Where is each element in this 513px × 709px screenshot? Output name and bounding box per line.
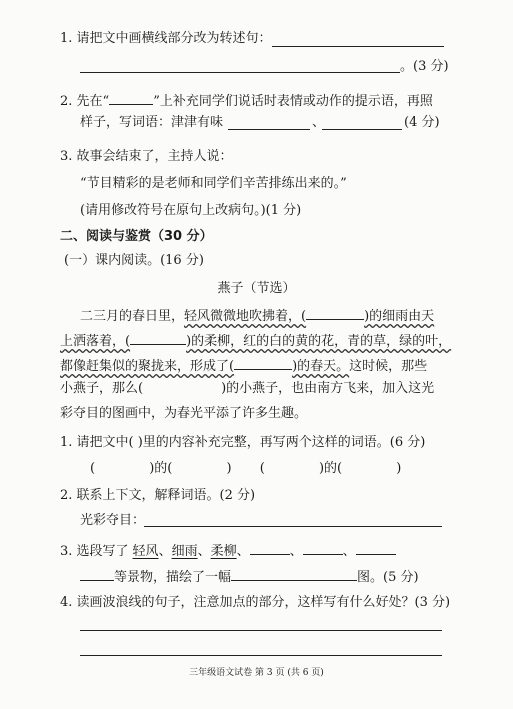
q3-word-3: 柔柳 xyxy=(210,544,237,559)
wavy-sentence-part xyxy=(60,359,349,374)
q3-picture-blank[interactable] xyxy=(231,566,357,581)
paren: )的( xyxy=(149,461,173,476)
q3-blank-4[interactable] xyxy=(80,566,114,581)
passage-text: 这时候，那些 xyxy=(349,359,428,374)
passage-line-4 xyxy=(60,380,434,398)
passage-blank-1[interactable] xyxy=(306,305,364,320)
paren: ) xyxy=(226,461,232,476)
q4-answer-line-2[interactable] xyxy=(80,655,442,656)
passage-text: 二三月的春日里， xyxy=(80,309,185,324)
q3-sentence[interactable]: “节目精彩的是老师和同学们辛苦排练出来的。” xyxy=(80,176,347,191)
q2-text-a: 2. 先在“ xyxy=(60,94,110,109)
q2-score: (4 分) xyxy=(404,115,440,130)
passage-line-2 xyxy=(60,330,451,351)
q3-text: 图。(5 分) xyxy=(357,570,419,585)
q3-blank-2[interactable] xyxy=(303,540,343,555)
section-subtitle: (一）课内阅读。(16 分) xyxy=(64,253,204,268)
passage-line-5: 彩夺目的图画中，为春光平添了许多生趣。 xyxy=(60,406,308,421)
sep: 、 xyxy=(236,544,250,559)
sep: 、 xyxy=(158,544,172,559)
sep: 、 xyxy=(197,544,211,559)
q3-word-2: 细雨 xyxy=(171,544,198,559)
passage-text: )的柔柳，红的白的黄的花，青的草，绿的叶， xyxy=(186,334,452,349)
q1-text: 1. 请把文中画横线部分改为转述句： xyxy=(60,31,272,46)
wavy-sentence-part xyxy=(184,309,434,324)
q4-answer-line-1[interactable] xyxy=(80,630,442,631)
reading-q1: 1. 请把文中( )里的内容补充完整，再写两个这样的词语。(6 分) xyxy=(60,435,426,450)
passage-text: 小燕子，那么( xyxy=(60,381,144,396)
q1-fill-row xyxy=(90,460,401,478)
reading-q4: 4. 读画波浪线的句子，注意加点的部分，这样写有什么好处？(3 分) xyxy=(60,595,451,610)
page-footer: 三年级语文试卷 第 3 页 (共 6 页) xyxy=(189,668,324,678)
q2-example: 样子，写词语：津津有味 xyxy=(80,115,224,130)
passage-title: 燕子（节选） xyxy=(217,281,296,296)
paren: ) xyxy=(396,461,402,476)
q3-text: 等景物，描绘了一幅 xyxy=(114,570,232,585)
section-title: 二、阅读与鉴赏（30 分） xyxy=(60,229,213,244)
q1-line xyxy=(60,30,272,48)
passage-text: 都像赶集似的聚拢来，形成了( xyxy=(60,359,235,374)
passage-text: )的细雨由天 xyxy=(364,309,435,324)
q2-prompt-blank[interactable] xyxy=(109,90,153,105)
q1-score: 。(3 分) xyxy=(400,59,449,74)
q2-answer-blank[interactable] xyxy=(144,526,442,527)
paren: )的( xyxy=(318,461,343,476)
q2-line2 xyxy=(80,114,223,132)
q3-text: 3. 选段写了 xyxy=(60,544,129,559)
passage-text: )的春天。 xyxy=(292,359,350,374)
q1-answer-blank[interactable] xyxy=(272,46,444,47)
reading-q3-line1 xyxy=(60,540,396,561)
q2-line1 xyxy=(60,90,433,111)
q3-instruction: (请用修改符号在原句上改病句。)(1 分) xyxy=(80,203,302,218)
passage-text: )的小燕子，也由南方飞来，加入这光 xyxy=(221,381,435,396)
q2-word-blank-1[interactable] xyxy=(228,129,310,130)
q1-answer-blank-2[interactable] xyxy=(80,72,400,73)
passage-line-1 xyxy=(80,305,434,326)
passage-text: 上洒落着，( xyxy=(60,334,131,349)
q2-term: 光彩夺目： xyxy=(80,513,146,528)
q2-separator: 、 xyxy=(312,115,326,130)
q3-blank-3[interactable] xyxy=(356,540,396,555)
reading-q3-line2 xyxy=(80,566,419,587)
reading-q2: 2. 联系上下文，解释词语。(2 分) xyxy=(60,488,256,503)
passage-blank-3[interactable] xyxy=(234,355,292,370)
sep: 、 xyxy=(342,544,356,559)
q2-word-blank-2[interactable] xyxy=(322,129,402,130)
passage-line-3 xyxy=(60,355,427,376)
sep: 、 xyxy=(289,544,303,559)
q2-text-b: ”上补充同学们说话时表情或动作的提示语，再照 xyxy=(153,94,433,109)
passage-blank-2[interactable] xyxy=(130,330,186,345)
q3-blank-1[interactable] xyxy=(250,540,290,555)
q3-line1: 3. 故事会结束了，主持人说： xyxy=(60,149,233,164)
paren: ( xyxy=(259,461,265,476)
q3-word-1: 轻风 xyxy=(132,544,159,559)
paren: ( xyxy=(90,461,96,476)
passage-text: 轻风微微地吹拂着，( xyxy=(184,309,307,324)
